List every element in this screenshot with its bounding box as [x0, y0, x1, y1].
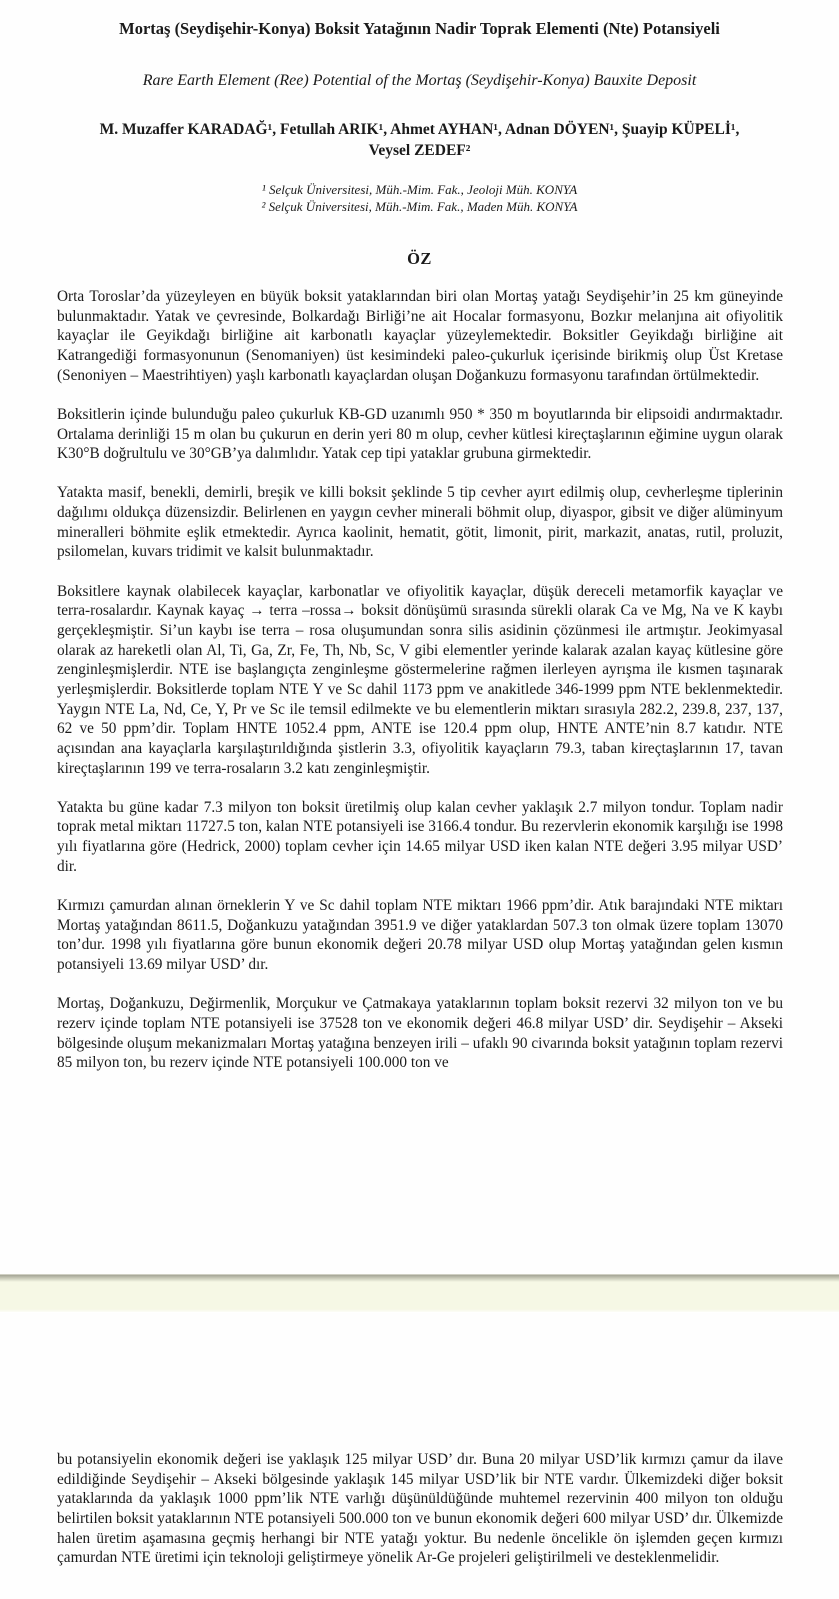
- abstract-paragraph-5: Yatakta bu güne kadar 7.3 milyon ton boksit üretilmiş olup kalan cevher yaklaşık 2.7 milyon tondur. Toplam nadir toprak metal miktarı 11727.5 ton, kalan NTE potansiyeli ise 3166.4 tondur. Bu rezervlerin ekonomik karşılığı ise 1998 yılı fiyatlarına göre (Hedrick, 2000) toplam cevher için 14.65 milyar USD iken kalan NTE değeri 3.95 milyar USD’ dir.: [57, 798, 783, 875]
- abstract-paragraph-7: Mortaş, Doğankuzu, Değirmenlik, Morçukur ve Çatmakaya yataklarının toplam boksit rezervi 32 milyon ton ve bu rezerv içinde toplam NTE potansiyeli ise 37528 ton ve ekonomik değeri 46.8 milyar USD’ dir. Seydişehir – Akseki bölgesinde oluşum mekanizmaları Mortaş yatağına benzeyen irili – ufaklı 90 civarında boksit yatağının toplam rezervi 85 milyon ton, bu rezerv içinde NTE potansiyeli 100.000 ton ve: [57, 995, 783, 1072]
- abstract-paragraph-2: Boksitlerin içinde bulunduğu paleo çukurluk KB-GD uzanımlı 950 * 350 m boyutlarında bir elipsoidi andırmaktadır. Ortalama derinliği 15 m olan bu çukurun en derin yeri 80 m olup, cevher kütlesi kireçtaşlarının eğimine uygun olarak K30°B doğrultulu ve 30°GB’ya dalımlıdır. Yatak cep tipi yataklar grubuna girmektedir.: [57, 405, 783, 463]
- page-top-edge: [0, 1309, 839, 1313]
- page-bottom-shadow: [0, 1274, 839, 1282]
- authors-line-2: Veysel ZEDEF²: [368, 142, 471, 159]
- abstract-paragraph-6: Kırmızı çamurdan alınan örneklerin Y ve Sc dahil toplam NTE miktarı 1966 ppm’dir. Atık barajındaki NTE miktarı Mortaş yatağından 8611.5, Doğankuzu yatağından 3951.9 ve diğer yataklardan 507.3 ton olmak üzere toplam 13070 ton’dur. 1998 yılı fiyatlarına göre bunun ekonomik değeri 20.78 milyar USD olup Mortaş yatağından gelen kısmın potansiyeli 13.69 milyar USD’ dır.: [57, 897, 783, 973]
- abstract-heading: ÖZ: [407, 249, 432, 268]
- affiliation-2: ² Selçuk Üniversitesi, Müh.-Mim. Fak., Maden Müh. KONYA: [261, 198, 578, 214]
- page2-body: [57, 1450, 783, 1568]
- authors-line-1: M. Muzaffer KARADAĞ¹, Fetullah ARIK¹, Ahmet AYHAN¹, Adnan DÖYEN¹, Şuayip KÜPELİ¹,: [99, 121, 740, 138]
- abstract-paragraph-3: Yatakta masif, benekli, demirli, breşik ve killi boksit şeklinde 5 tip cevher ayırt edilmiş olup, cevherleşme tiplerinin dağılımı oldukça düzensizdir. Belirlenen en yaygın cevher minerali böhmit olup, diyaspor, gibsit ve diğer alüminyum mineralleri böhmite eşlik etmektedir. Ayrıca kaolinit, hematit, götit, limonit, pirit, markazit, anatas, rutil, proluzit, psilomelan, kuvars tridimit ve kalsit bulunmaktadır.: [57, 484, 783, 561]
- affiliation-1: ¹ Selçuk Üniversitesi, Müh.-Mim. Fak., Jeoloji Müh. KONYA: [261, 182, 578, 197]
- page-separator-band: [0, 1274, 839, 1312]
- authors-block: [40, 119, 799, 161]
- abstract-body: [57, 287, 783, 1092]
- abstract-paragraph-4: Boksitlere kaynak olabilecek kayaçlar, karbonatlar ve ofiyolitik kayaçlar, düşük dereceli metamorfik kayaçlar ve terra-rosalardır. Kaynak kayaç → terra –rossa→ boksit dönüşümü sırasında sürekli olarak Ca ve Mg, Na ve K kaybı gerçekleşmiştir. Si’un kaybı ise terra – rosa oluşumundan sonra silis asidinin çözünmesi ile artmıştır. Jeokimyasal olarak az hareketli olan Al, Ti, Ga, Zr, Fe, Th, Nb, Sc, V gibi elementler yerinde kalarak azalan kayaç kütlesine göre zenginleşmişlerdir. NTE ise başlangıçta zenginleşme göstermelerine rağmen ilerleyen ayrışma ile kısmen taşınarak yerleşmişlerdir. Boksitlerde toplam NTE Y ve Sc dahil 1173 ppm ve anakitlede 346-1999 ppm NTE beklenmektedir. Yaygın NTE La, Nd, Ce, Y, Pr ve Sc ile temsil edilmekte ve bu elementlerin miktarı sırasıyla 282.2, 239.8, 237, 137, 62 ve 50 ppm’dir. Toplam HNTE 1052.4 ppm, ANTE ise 120.4 ppm olup, HNTE ANTE’nin 8.7 katıdır. NTE açısından ana kayaçlarla karşılaştırıldığında şistlerin 3.3, ofiyolitik kayaçların 79.3, taban kireçtaşlarının 17, tavan kireçtaşlarının 199 ve terra-rosaların 3.2 katı zenginleşmiştir.: [57, 582, 783, 777]
- paper-title: Mortaş (Seydişehir-Konya) Boksit Yatağının Nadir Toprak Elementi (Nte) Potansiyeli: [119, 19, 720, 38]
- affiliations-block: [40, 182, 799, 215]
- page2-paragraph: bu potansiyelin ekonomik değeri ise yaklaşık 125 milyar USD’ dır. Buna 20 milyar USD’lik kırmızı çamur da ilave edildiğinde Seydişehir – Akseki bölgesinde yaklaşık 145 milyar USD’lik bir NTE vardır. Ülkemizdeki diğer boksit yataklarında da yaklaşık 1000 ppm’lik NTE varlığı düşünüldüğünde muhtemel rezervinin 400 milyon ton olduğu belirtilen boksit yataklarının NTE potansiyeli 500.000 ton ve bunun ekonomik değeri 600 milyar USD’ dır. Ülkemizde halen üretim aşamasına geçmiş herhangi bir NTE yatağı yoktur. Bu nedenle öncelikle ön işlemden geçen kırmızı çamurdan NTE üretimi için teknoloji geliştirmeye yönelik Ar-Ge projeleri geliştirilmeli ve desteklenmelidir.: [57, 1451, 783, 1567]
- paper-title-english: Rare Earth Element (Ree) Potential of the Mortaş (Seydişehir-Konya) Bauxite Deposit: [142, 72, 697, 89]
- abstract-paragraph-1: Orta Toroslar’da yüzeyleyen en büyük boksit yataklarından biri olan Mortaş yatağı Seydişehir’in 25 km güneyinde bulunmaktadır. Yatak ve çevresinde, Bolkardağı Birliği’ne ait Hocalar formasyonu, Bozkır melanjına ait ofiyolitik kayaçlar ile Geyikdağı birliğine ait karbonatlı kayaçlar yüzeylemektedir. Boksitler Geyikdağı birliğine ait Katrangediği formasyonunun (Senomaniyen) üst kesimindeki paleo-çukurluk içerisinde birikmiş olup Üst Kretase (Senoniyen – Maestrihtiyen) yaşlı karbonatlı kayaçlardan oluşan Doğankuzu formasyonu tarafından örtülmektedir.: [57, 288, 783, 384]
